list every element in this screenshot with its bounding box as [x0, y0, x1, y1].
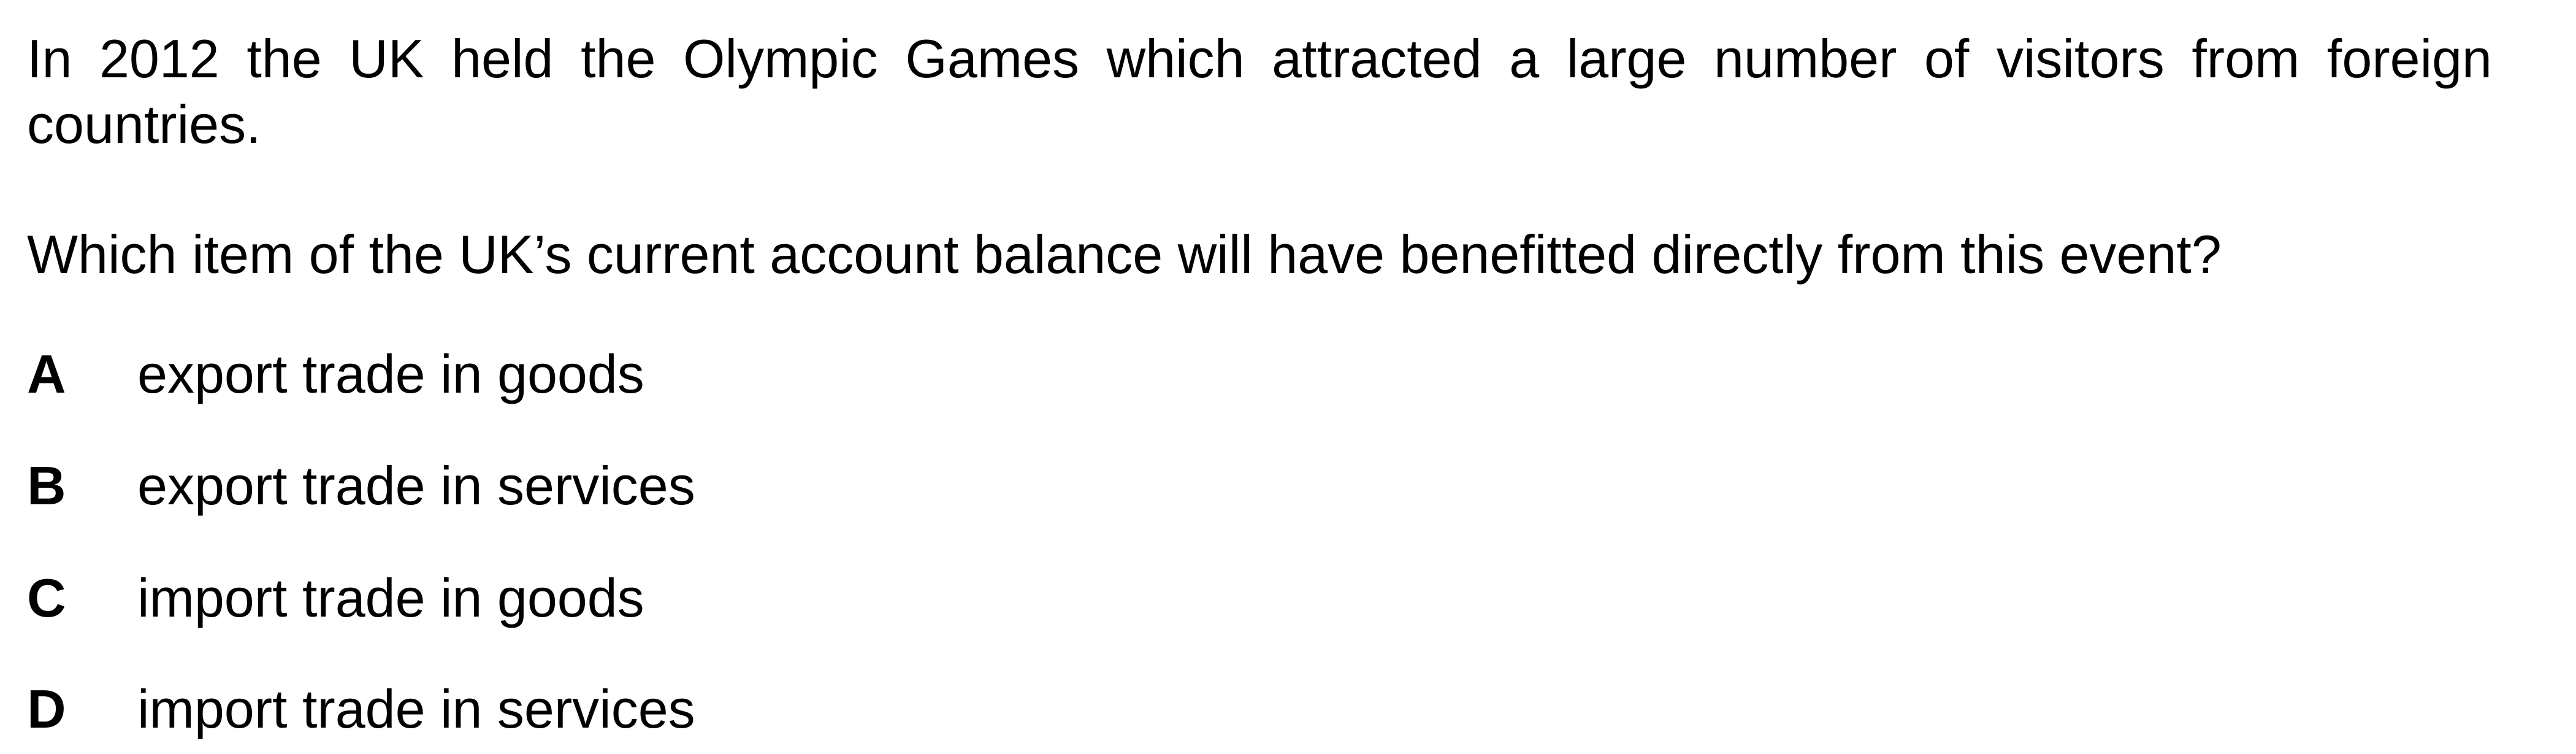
option-text: export trade in goods — [137, 344, 644, 404]
option-text: export trade in services — [137, 455, 695, 516]
option-letter: C — [27, 567, 66, 628]
question-intro: In 2012 the UK held the Olympic Games which attracted a large number of visitors from foreign countries. — [27, 28, 2492, 155]
option-letter: A — [27, 344, 66, 404]
option-text: import trade in services — [137, 679, 695, 739]
option-text: import trade in goods — [137, 567, 644, 628]
question-prompt: Which item of the UK’s current account balance will have benefitted directly from this event? — [27, 224, 2222, 285]
option-letter: D — [27, 679, 66, 739]
option-letter: B — [27, 455, 66, 516]
